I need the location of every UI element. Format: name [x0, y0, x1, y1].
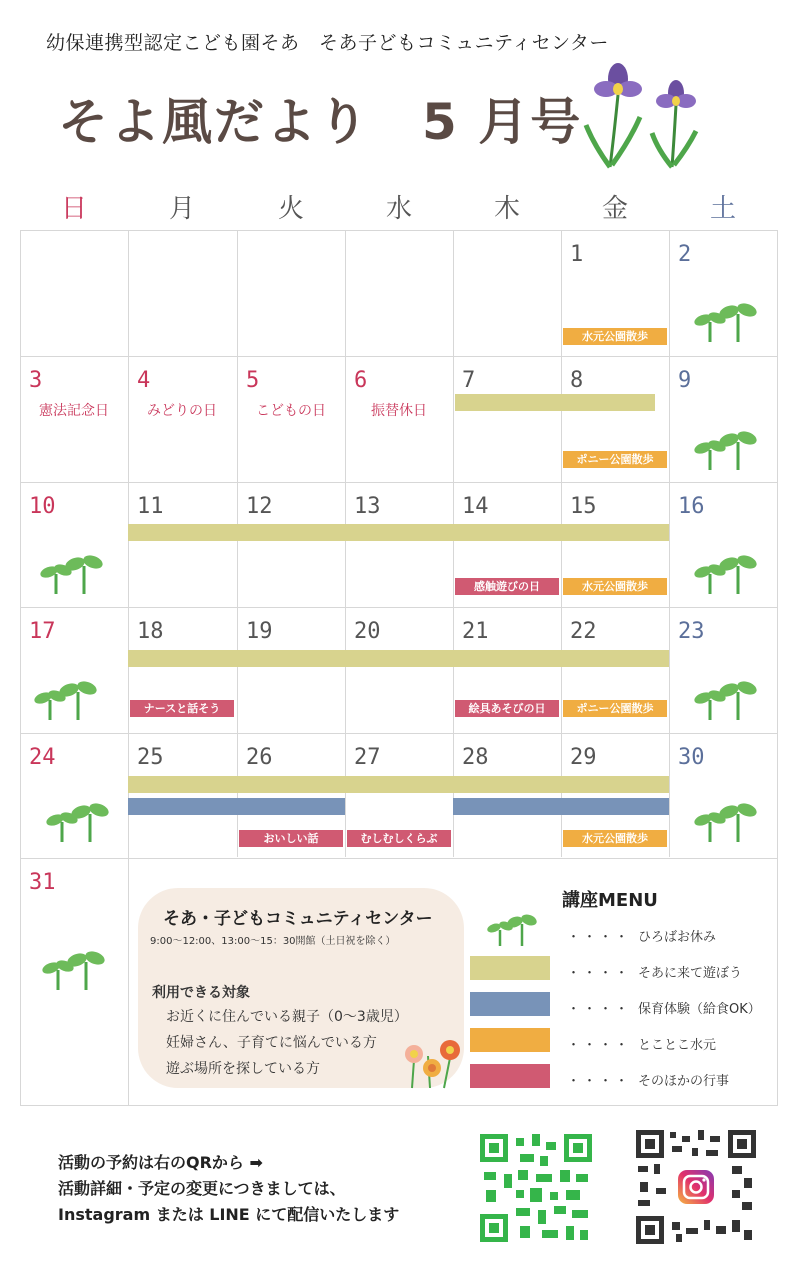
event-tag: ポニー公園散歩 — [563, 700, 667, 717]
day-number: 31 — [29, 870, 56, 895]
day-number: 5 — [246, 368, 260, 393]
day-number: 2 — [678, 242, 692, 267]
day-number: 26 — [246, 745, 273, 770]
day-number: 18 — [137, 619, 164, 644]
menu-swatch-blue — [470, 992, 550, 1016]
info-hours: 9:00～12:00、13:00～15：30開館（土日祝を除く） — [150, 936, 396, 947]
sprout-icon — [44, 800, 112, 844]
day-number: 30 — [678, 745, 705, 770]
day-number: 27 — [354, 745, 381, 770]
day-number: 8 — [570, 368, 584, 393]
menu-dots: ・・・・ — [567, 930, 632, 945]
holiday-label: みどりの日 — [147, 403, 217, 419]
info-target-3: 遊ぶ場所を探している方 — [166, 1061, 320, 1077]
sprout-icon — [692, 552, 760, 596]
menu-item-holiday: ひろばお休み — [638, 930, 717, 945]
day-number: 15 — [570, 494, 597, 519]
footer-instagram: Instagram または LINE にて配信いたします — [58, 1205, 400, 1224]
sprout-icon — [692, 428, 760, 472]
sprout-icon — [38, 552, 106, 596]
footer-details: 活動詳細・予定の変更につきましては、 — [58, 1179, 346, 1198]
day-number: 19 — [246, 619, 273, 644]
day-number: 3 — [29, 368, 43, 393]
grid-vline — [561, 230, 562, 857]
newsletter-title: そよ風だより 5 月号 — [58, 93, 583, 151]
day-number: 4 — [137, 368, 151, 393]
grid-vline — [128, 230, 129, 1106]
info-target-heading: 利用できる対象 — [152, 985, 250, 1001]
bar-childcare-trial — [128, 798, 345, 815]
grid-hline — [20, 607, 778, 608]
event-tag: ナースと話そう — [130, 700, 234, 717]
event-tag: 水元公園散歩 — [563, 328, 667, 345]
holiday-label: 憲法記念日 — [39, 403, 109, 419]
holiday-label: 振替休日 — [371, 403, 427, 419]
menu-dots: ・・・・ — [567, 966, 632, 981]
event-tag: 水元公園散歩 — [563, 830, 667, 847]
event-tag: 水元公園散歩 — [563, 578, 667, 595]
menu-item-walk: とことこ水元 — [638, 1038, 717, 1053]
weekday-5: 金 — [601, 194, 628, 224]
day-number: 12 — [246, 494, 273, 519]
menu-dots: ・・・・ — [567, 1038, 632, 1053]
day-number: 11 — [137, 494, 164, 519]
grid-hline — [20, 356, 778, 357]
sprout-icon — [32, 678, 100, 722]
event-tag: 感触遊びの日 — [455, 578, 559, 595]
org-name: 幼保連携型認定こども園そあ そあ子どもコミュニティセンター — [46, 32, 609, 54]
menu-swatch-pink — [470, 1064, 550, 1088]
bar-come-play — [128, 650, 669, 667]
event-tag: ポニー公園散歩 — [563, 451, 667, 468]
grid-hline — [20, 858, 778, 859]
bar-childcare-trial — [453, 798, 669, 815]
day-number: 9 — [678, 368, 692, 393]
instagram-icon[interactable] — [636, 1130, 756, 1244]
qr-code-icon[interactable] — [480, 1134, 592, 1242]
sprout-icon — [692, 800, 760, 844]
weekday-6: 土 — [709, 194, 736, 224]
sprout-icon — [484, 912, 538, 948]
grid-vline — [237, 230, 238, 857]
menu-swatch-orange — [470, 1028, 550, 1052]
bar-come-play — [128, 776, 669, 793]
bar-come-play — [455, 394, 655, 411]
footer-reserve: 活動の予約は右のQRから ➡ — [58, 1153, 263, 1172]
grid-hline — [20, 733, 778, 734]
day-number: 13 — [354, 494, 381, 519]
bar-come-play — [128, 524, 669, 541]
iris-flower-icon — [580, 55, 710, 170]
sprout-icon — [692, 678, 760, 722]
event-tag: むしむしくらぶ — [347, 830, 451, 847]
day-number: 29 — [570, 745, 597, 770]
day-number: 28 — [462, 745, 489, 770]
day-number: 22 — [570, 619, 597, 644]
day-number: 1 — [570, 242, 584, 267]
day-number: 24 — [29, 745, 56, 770]
grid-vline — [669, 230, 670, 857]
menu-swatch-green — [470, 956, 550, 980]
sprout-icon — [692, 300, 760, 344]
flower-bouquet-icon — [392, 1030, 472, 1090]
sprout-icon — [40, 948, 108, 992]
info-title: そあ・子どもコミュニティセンター — [163, 909, 433, 929]
event-tag: おいしい話 — [239, 830, 343, 847]
menu-item-childcare-trial: 保育体験（給食OK） — [638, 1002, 761, 1017]
day-number: 21 — [462, 619, 489, 644]
event-tag: 絵具あそびの日 — [455, 700, 559, 717]
menu-dots: ・・・・ — [567, 1002, 632, 1017]
day-number: 20 — [354, 619, 381, 644]
day-number: 14 — [462, 494, 489, 519]
weekday-1: 月 — [168, 194, 195, 224]
day-number: 17 — [29, 619, 56, 644]
weekday-0: 日 — [60, 194, 87, 224]
weekday-2: 火 — [277, 194, 304, 224]
info-target-1: お近くに住んでいる親子（0～3歳児） — [166, 1009, 408, 1025]
day-number: 10 — [29, 494, 56, 519]
menu-heading: 講座MENU — [562, 890, 658, 911]
day-number: 23 — [678, 619, 705, 644]
grid-hline — [20, 482, 778, 483]
day-number: 6 — [354, 368, 368, 393]
grid-vline — [453, 230, 454, 857]
day-number: 16 — [678, 494, 705, 519]
day-number: 25 — [137, 745, 164, 770]
menu-item-come-play: そあに来て遊ぼう — [638, 966, 743, 981]
info-target-2: 妊婦さん、子育てに悩んでいる方 — [166, 1035, 377, 1051]
grid-vline — [345, 230, 346, 857]
holiday-label: こどもの日 — [256, 403, 326, 419]
weekday-3: 水 — [385, 194, 412, 224]
day-number: 7 — [462, 368, 476, 393]
weekday-4: 木 — [493, 194, 520, 224]
menu-dots: ・・・・ — [567, 1074, 632, 1089]
menu-item-other: そのほかの行事 — [638, 1074, 730, 1089]
